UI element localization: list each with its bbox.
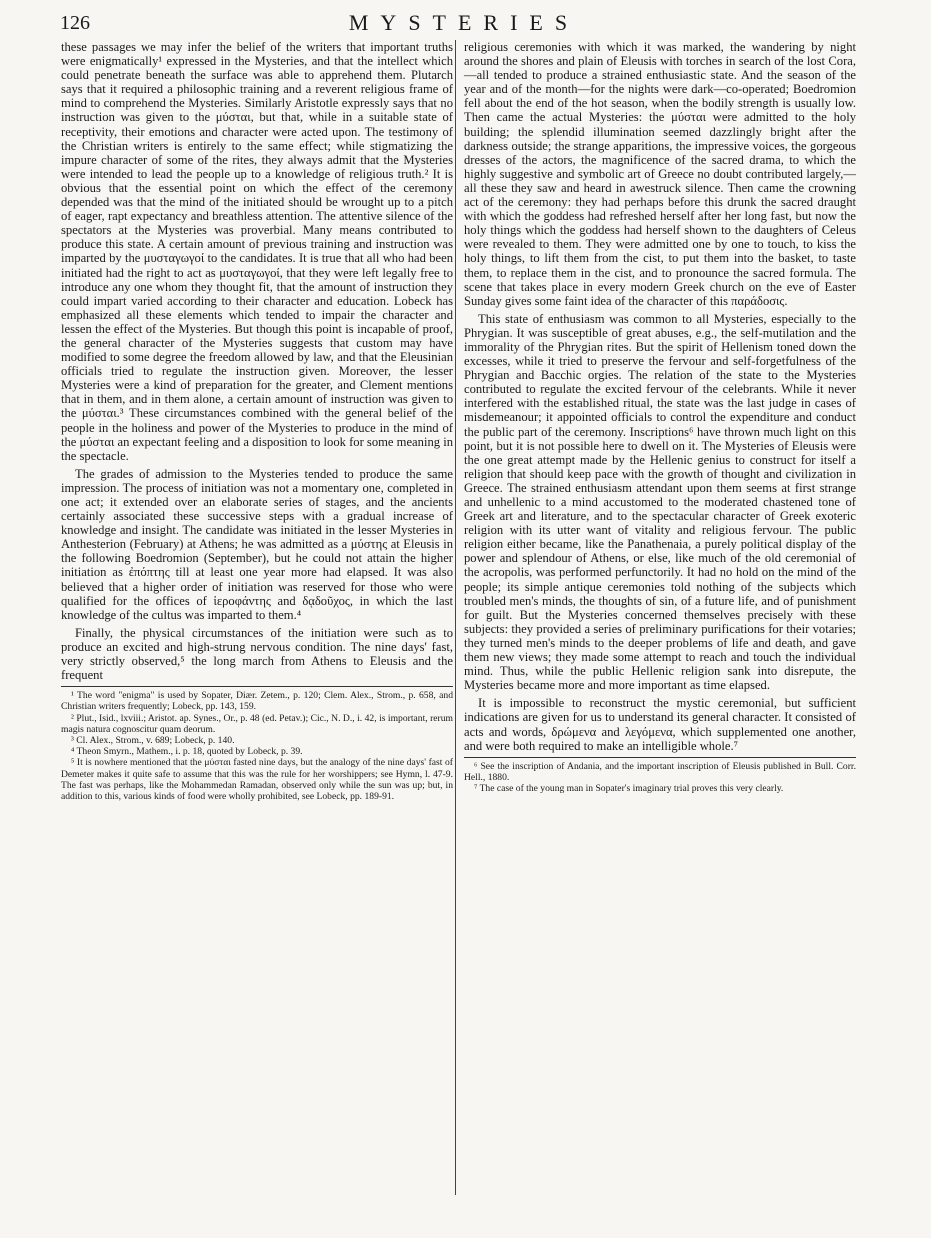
paragraph: Finally, the physical circumstances of the initiation were such as to produce an excited and high-strung nervous condition. The nine days' fast, very strictly observed,⁵ the long march from Athens to Eleusis and the frequent [61,625,453,683]
footnote: ² Plut., Isid., lxviii.; Aristot. ap. Synes., Or., p. 48 (ed. Petav.); Cic., N. D., i. 42, is important, rerum magis natura cognoscitur quam deorum. [61,712,453,735]
paragraph: The grades of admission to the Mysteries tended to produce the same impression. The process of initiation was not a momentary one, completed in one act; it extended over an elaborate series of stages, and the ancients certainly associated these successive steps with a gradual increase of knowledge and insight. The candidate was initiated in the lesser Mysteries in Anthesterion (February) at Athens; he was admitted as a μύστης at Eleusis in the following Boedromion (September), but he could not attain the higher initiation as ἐπόπτης till at least one year more had elapsed. It was also believed that a higher order of initiation was reserved for those who were qualified for the offices of ἱεροφάντης and δᾳδοῦχος, in which the last knowledge of the cultus was imparted to them.⁴ [61,466,453,622]
page-header [60,8,868,38]
page-number: 126 [60,12,90,34]
paragraph: This state of enthusiasm was common to all Mysteries, especially to the Phrygian. It was susceptible of great abuses, e.g., the self-mutilation and the immorality of the Phrygian rites. But the spirit of Hellenism toned down the excesses, while it tried to preserve the fervour and self-forgetfulness of the Phrygian and Bacchic orgies. The relation of the state to the Mysteries contributed to regulate the excited fervour of the celebrants. While it never interfered with the established ritual, the state was the last judge in cases of misdemeanour; it appointed officials to control the expenditure and conduct the public part of the ceremony. Inscriptions⁶ have thrown much light on this point, but it is not possible here to dwell on it. The Mysteries of Eleusis were the one great attempt made by the Hellenic genius to construct for itself a religion that should keep pace with the growth of thought and civilization in Greece. The strained enthusiasm attendant upon them seems at first strange and unhellenic to a mind accustomed to the moderated chastened tone of Greek art and literature, and to the spectacular character of Greek exoteric religion with its utter want of vitality and religious fervour. The public religion either became, like the Panathenaia, a purely political display of the power and splendour of Athens, or else, like much of the old ceremonial of the acropolis, was performed perfunctorily. It had no hold on the mind of the people; its simple antique ceremonies told nothing of the subjects which troubled men's minds, the thoughts of sin, of a future life, and of punishment for guilt. But the Mysteries concerned themselves precisely with these subjects: they provided a series of preliminary purifications for their votaries; they turned men's minds to the deeper problems of life and death, and gave them new views; they made some attempt to reach and touch the individual mind. Thus, while the public Hellenic religion sank into disrepute, the Mysteries became more and more important as time elapsed. [464,311,856,693]
footnotes-left [61,686,453,802]
footnote: ⁵ It is nowhere mentioned that the μύσται fasted nine days, but the analogy of the nine days' fast of Demeter makes it quite safe to assume that this was the rule for her worshippers; see Hymn, l. 47-9. The fast was perhaps, like the Mohammedan Ramadan, observed only while the sun was up; but, in addition to this, various kinds of food were wholly prohibited, see Lobeck, pp. 189-91. [61,757,453,803]
paragraph: these passages we may infer the belief of the writers that important truths were enigmatically¹ expressed in the Mysteries, and that the intellect which could penetrate beneath the surface was able to apprehend them. Plutarch says that it required a philosophic training and a reverent religious frame of mind to comprehend the Mysteries. Similarly Aristotle expressly says that no instruction was given to the μύσται, but that, while in a suitable state of receptivity, their emotions and character were acted upon. The testimony of the Christian writers is entirely to the same effect; while stigmatizing the impure character of some of the rites, they always admit that the Mysteries were intended to lead the people up to a knowledge of religious truth.² It is obvious that the essential point on which the effect of the ceremony depended was that the mind of the initiated should be wrought up to a pitch of eager, rapt expectancy and breathless attention. The attentive silence of the spectators at the Mysteries was proverbial. Many means contributed to produce this state. A certain amount of previous training and instruction was imparted by the μυσταγωγοί to the candidates. It is true that all who had been initiated had the right to act as μυσταγωγοί, that they were left legally free to introduce any one whom they thought fit, that the amount of instruction they could impart varied according to their character and education. Lobeck has emphasized all these elements which tended to impair the character and lessen the effect of the Mysteries. But though this point is incapable of proof, the general character of the Mysteries suggests that custom may have modified to some degree the freedom allowed by law, and that the Eleusinian officials tried to regulate the instruction given. Moreover, the lesser Mysteries were a kind of preparation for the greater, and Clement mentions that in them, and in them alone, a certain amount of instruction was given to the μύσται.³ These circumstances combined with the general belief of the people in the holiness and power of the Mysteries to produce in the mind of the μύσται an expectant feeling and a disposition to look for some meaning in the spectacle. [61,40,453,463]
footnotes-right [464,757,856,795]
footnote: ¹ The word "enigma" is used by Sopater, Diær. Zetem., p. 120; Clem. Alex., Strom., p. 658, and Christian writers frequently; Lobeck, pp. 143, 159. [61,690,453,713]
footnote: ⁶ See the inscription of Andania, and the important inscription of Eleusis published in Bull. Corr. Hell., 1880. [464,760,856,783]
paragraph: religious ceremonies with which it was marked, the wandering by night around the shores and plain of Eleusis with torches in search of the lost Cora,—all tended to produce a strained enthusiastic state. And the season of the year and of the month—for the nights were dark—co-operated; Boedromion fell about the end of the hot season, when the bodily strength is usually low. Then came the actual Mysteries: the μύσται were admitted to the holy building; the splendid illumination seemed dazzlingly bright after the darkness outside; the strange apparitions, the impressive voices, the gorgeous dresses of the actors, the magnificence of the sacred drama, to which the highly suggestive and symbolic art of Greece no doubt contributed largely,—all these they saw and heard in awestruck silence. Then came the crowning act of the ceremony: they had perhaps before this drunk the sacred draught with which the goddess had refreshed herself after her long fast, but now the holy things which the goddess had herself shown to the daughters of Celeus were revealed to them. They were admitted one by one to touch, to kiss the holy things, to lift them from the cist, to put them into the basket, to taste them, to replace them in the cist, and to pronounce the sacred formula. The scene that takes place in every modern Greek church on the eve of Easter Sunday gives some faint idea of the character of this παράδοσις. [464,40,856,308]
paragraph: It is impossible to reconstruct the mystic ceremonial, but sufficient indications are given for us to understand its general character. It consisted of acts and words, δρώμενα and λεγόμενα, which supplemented one another, and were both required to make an intelligible whole.⁷ [464,696,856,753]
left-column [61,40,453,802]
running-title: MYSTERIES [348,10,580,35]
column-divider [455,40,456,1195]
right-column [464,40,856,794]
footnote: ³ Cl. Alex., Strom., v. 689; Lobeck, p. 140. [71,735,235,747]
footnote: ⁷ The case of the young man in Sopater's imaginary trial proves this very clearly. [474,783,784,795]
footnote: ⁴ Theon Smyrn., Mathem., i. p. 18, quoted by Lobeck, p. 39. [71,746,303,758]
